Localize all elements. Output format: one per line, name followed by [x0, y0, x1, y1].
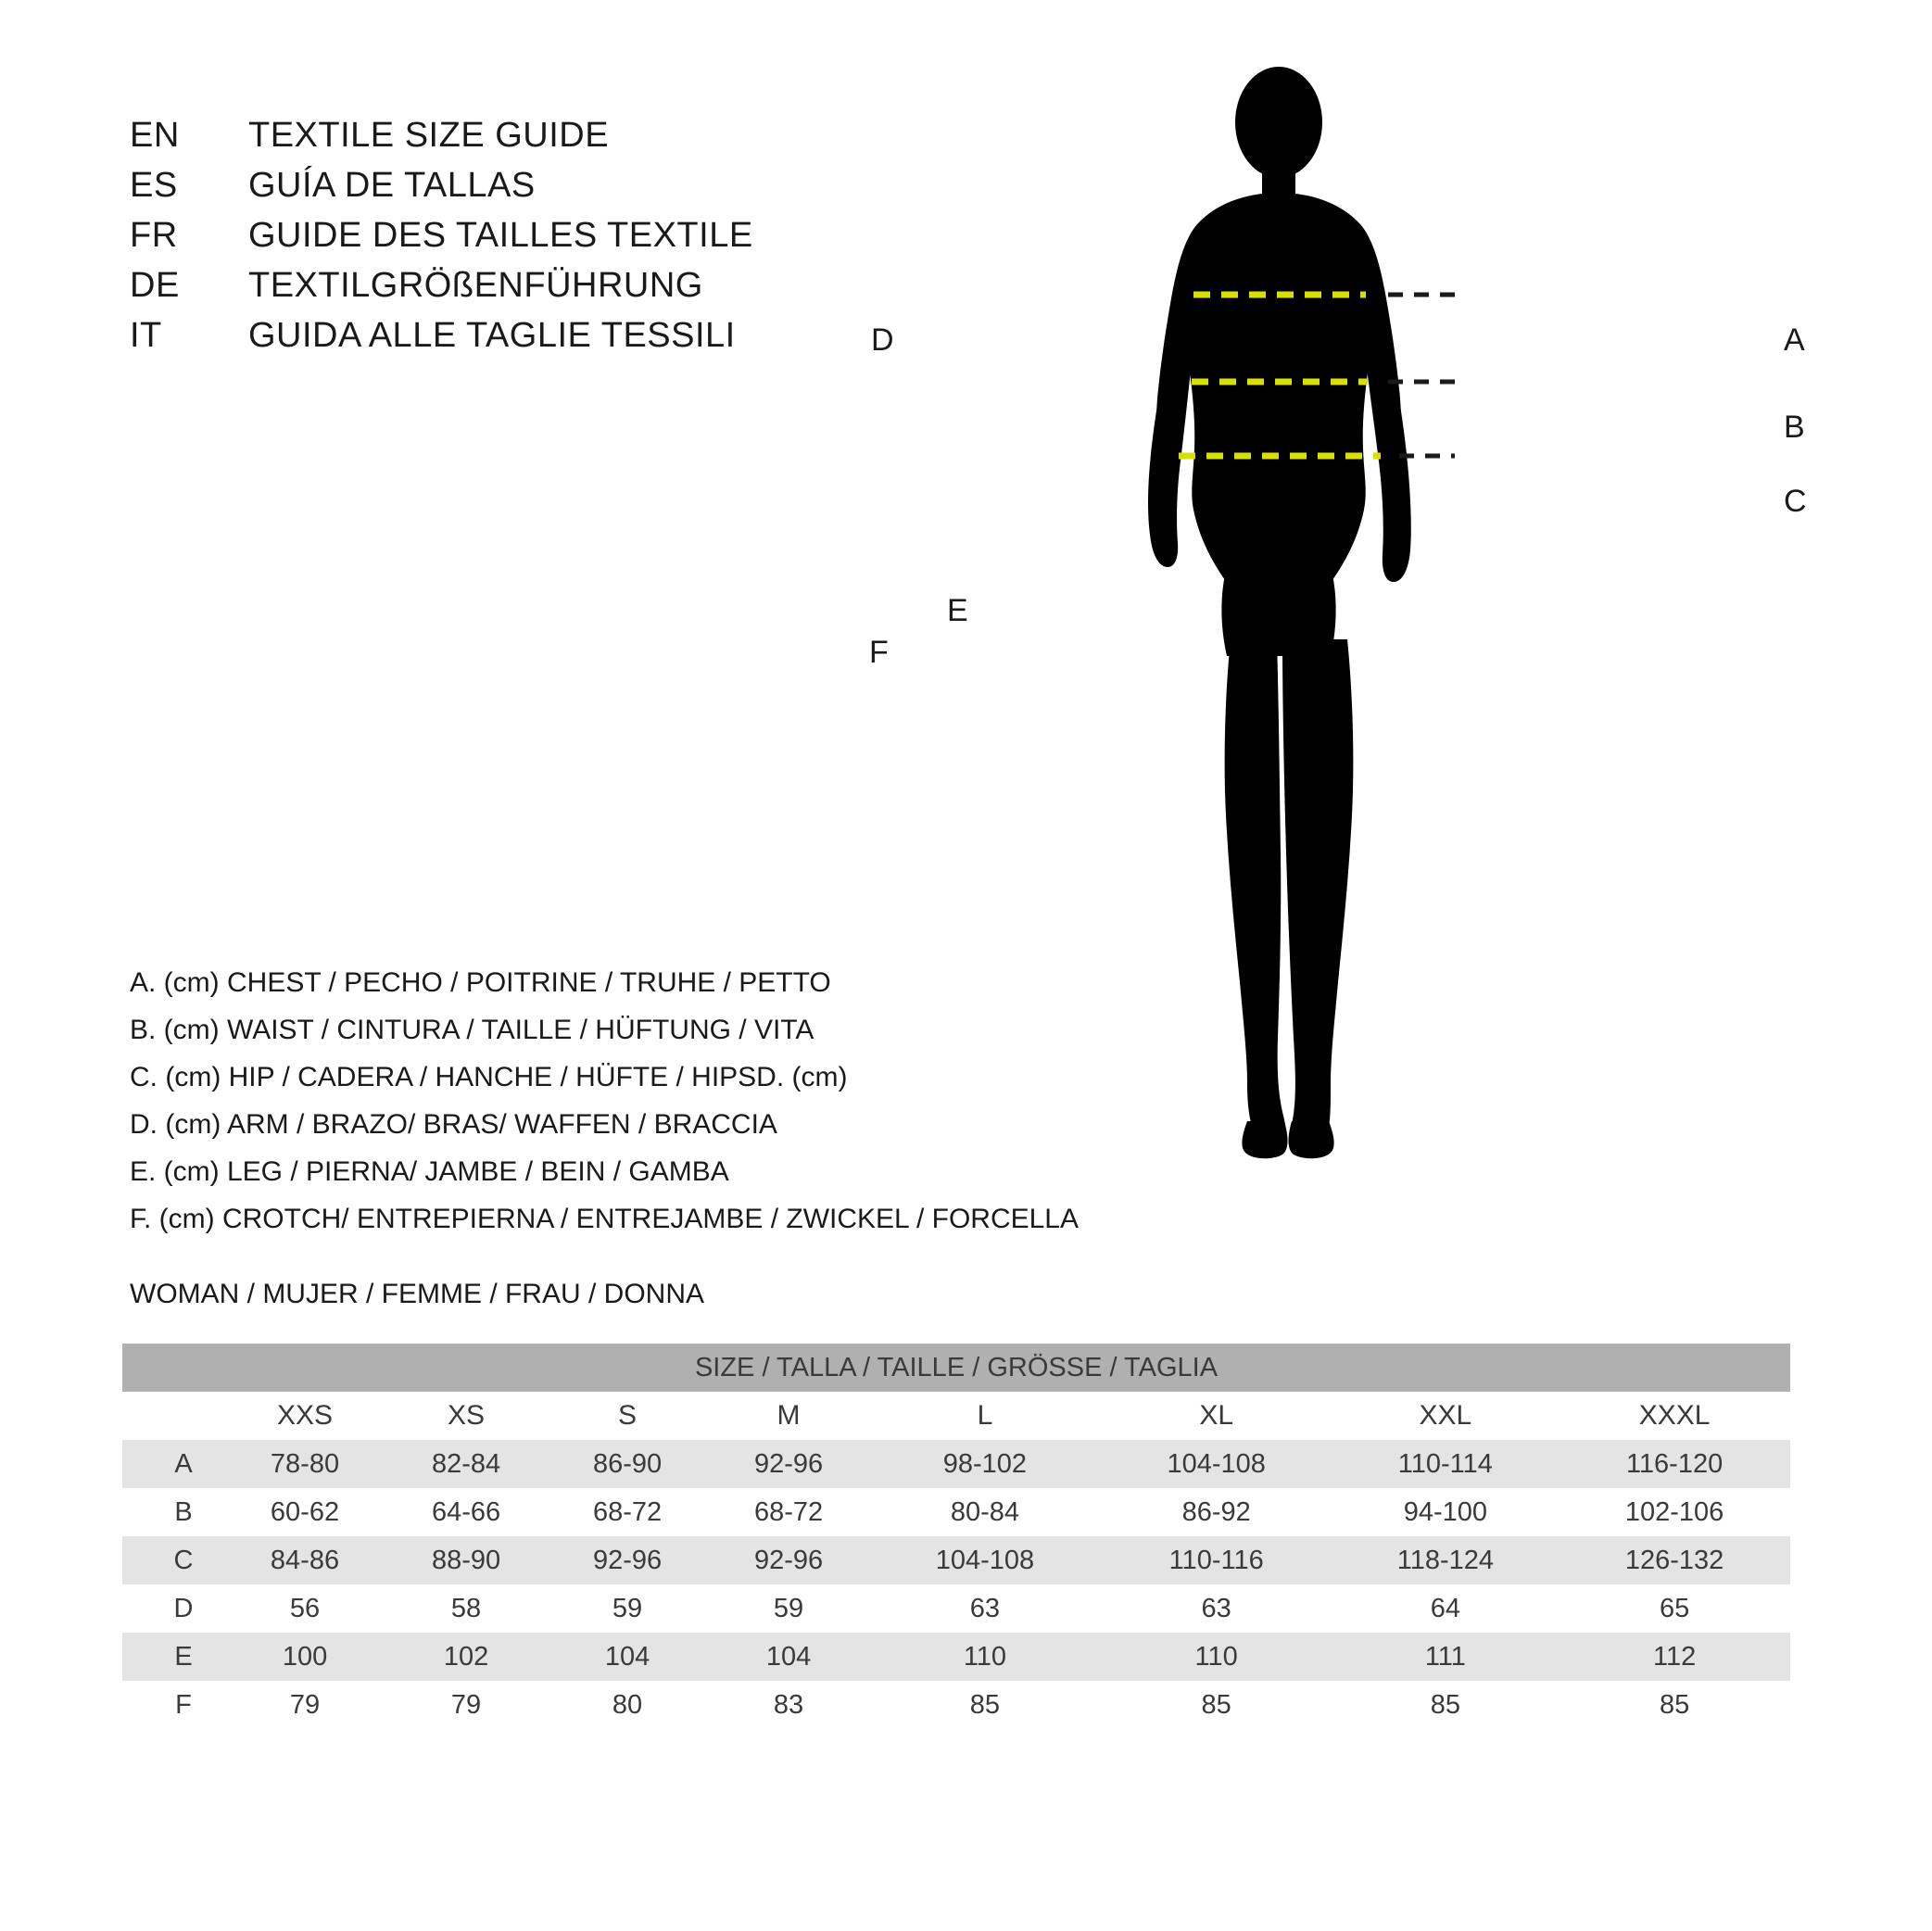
cell-d-l: 63: [869, 1584, 1101, 1633]
cell-d-m: 59: [708, 1584, 869, 1633]
table-header-row: [122, 1344, 1790, 1392]
cell-f-xxl: 85: [1332, 1681, 1559, 1729]
marker-label-a: A: [1784, 322, 1805, 358]
cell-d-xxl: 64: [1332, 1584, 1559, 1633]
size-header-xl: XL: [1101, 1392, 1332, 1440]
table-size-row: [122, 1392, 1790, 1440]
group-title: WOMAN / MUJER / FEMME / FRAU / DONNA: [130, 1279, 704, 1309]
title-row: [130, 166, 890, 216]
cell-e-xxxl: 112: [1559, 1633, 1790, 1681]
row-key-b: B: [122, 1488, 224, 1536]
title-text-fr: GUIDE DES TAILLES TEXTILE: [248, 216, 753, 255]
title-row: [130, 116, 890, 166]
cell-b-xxs: 60-62: [224, 1488, 385, 1536]
cell-f-xl: 85: [1101, 1681, 1332, 1729]
legend-line-c: C. (cm) HIP / CADERA / HANCHE / HÜFTE / HIPSD. (cm): [130, 1062, 848, 1092]
cell-d-xxxl: 65: [1559, 1584, 1790, 1633]
woman-silhouette-icon: [1148, 67, 1411, 1158]
size-header-xs: XS: [385, 1392, 547, 1440]
cell-f-xxxl: 85: [1559, 1681, 1790, 1729]
row-key-d: D: [122, 1584, 224, 1633]
cell-c-s: 92-96: [547, 1536, 708, 1584]
cell-f-l: 85: [869, 1681, 1101, 1729]
marker-label-c: C: [1784, 484, 1807, 519]
cell-b-xxxl: 102-106: [1559, 1488, 1790, 1536]
table-row: [122, 1633, 1790, 1681]
title-lang-es: ES: [130, 166, 178, 205]
row-key-a: A: [122, 1440, 224, 1488]
cell-c-xxxl: 126-132: [1559, 1536, 1790, 1584]
legend-line-b: B. (cm) WAIST / CINTURA / TAILLE / HÜFTUNG / VITA: [130, 1015, 814, 1045]
legend-line-a: A. (cm) CHEST / PECHO / POITRINE / TRUHE / PETTO: [130, 967, 831, 998]
size-table-wrap: [122, 1344, 1790, 1729]
marker-label-d: D: [871, 322, 894, 358]
title-row: [130, 216, 890, 266]
cell-a-xl: 104-108: [1101, 1440, 1332, 1488]
cell-d-xxs: 56: [224, 1584, 385, 1633]
cell-f-xxs: 79: [224, 1681, 385, 1729]
cell-f-m: 83: [708, 1681, 869, 1729]
title-row: [130, 266, 890, 316]
cell-a-xs: 82-84: [385, 1440, 547, 1488]
cell-e-xs: 102: [385, 1633, 547, 1681]
size-header-s: S: [547, 1392, 708, 1440]
title-lang-de: DE: [130, 266, 180, 305]
cell-e-xl: 110: [1101, 1633, 1332, 1681]
cell-c-m: 92-96: [708, 1536, 869, 1584]
cell-a-xxs: 78-80: [224, 1440, 385, 1488]
table-row: [122, 1488, 1790, 1536]
table-row: [122, 1536, 1790, 1584]
cell-d-xl: 63: [1101, 1584, 1332, 1633]
title-block: [130, 116, 890, 366]
cell-e-l: 110: [869, 1633, 1101, 1681]
legend-line-f: F. (cm) CROTCH/ ENTREPIERNA / ENTREJAMBE / ZWICKEL / FORCELLA: [130, 1204, 1079, 1234]
title-row: [130, 316, 890, 366]
legend-line-d: D. (cm) ARM / BRAZO/ BRAS/ WAFFEN / BRACCIA: [130, 1109, 777, 1140]
size-header-l: L: [869, 1392, 1101, 1440]
cell-c-l: 104-108: [869, 1536, 1101, 1584]
cell-d-xs: 58: [385, 1584, 547, 1633]
title-lang-en: EN: [130, 116, 180, 155]
cell-b-xxl: 94-100: [1332, 1488, 1559, 1536]
cell-e-m: 104: [708, 1633, 869, 1681]
cell-a-s: 86-90: [547, 1440, 708, 1488]
table-row: [122, 1681, 1790, 1729]
cell-a-m: 92-96: [708, 1440, 869, 1488]
legend-line-e: E. (cm) LEG / PIERNA/ JAMBE / BEIN / GAMBA: [130, 1156, 729, 1187]
title-text-de: TEXTILGRÖßENFÜHRUNG: [248, 266, 703, 305]
measurement-diagram: [869, 56, 1863, 1214]
cell-b-s: 68-72: [547, 1488, 708, 1536]
size-table: [122, 1344, 1790, 1729]
marker-label-e: E: [947, 593, 968, 628]
row-key-f: F: [122, 1681, 224, 1729]
marker-label-b: B: [1784, 410, 1805, 445]
cell-a-xxxl: 116-120: [1559, 1440, 1790, 1488]
title-lang-fr: FR: [130, 216, 178, 255]
cell-b-m: 68-72: [708, 1488, 869, 1536]
silhouette-svg: [1093, 56, 1863, 1214]
cell-c-xl: 110-116: [1101, 1536, 1332, 1584]
title-text-it: GUIDA ALLE TAGLIE TESSILI: [248, 316, 736, 355]
size-header-xxxl: XXXL: [1559, 1392, 1790, 1440]
size-header-xxl: XXL: [1332, 1392, 1559, 1440]
size-header-xxs: XXS: [224, 1392, 385, 1440]
cell-f-s: 80: [547, 1681, 708, 1729]
cell-c-xxs: 84-86: [224, 1536, 385, 1584]
cell-a-l: 98-102: [869, 1440, 1101, 1488]
size-header-m: M: [708, 1392, 869, 1440]
title-text-es: GUÍA DE TALLAS: [248, 166, 536, 205]
cell-d-s: 59: [547, 1584, 708, 1633]
title-lang-it: IT: [130, 316, 162, 355]
cell-b-xl: 86-92: [1101, 1488, 1332, 1536]
size-row-blank: [122, 1392, 224, 1440]
table-row: [122, 1440, 1790, 1488]
table-row: [122, 1584, 1790, 1633]
cell-c-xs: 88-90: [385, 1536, 547, 1584]
cell-e-s: 104: [547, 1633, 708, 1681]
marker-label-f: F: [869, 635, 889, 670]
row-key-e: E: [122, 1633, 224, 1681]
cell-e-xxl: 111: [1332, 1633, 1559, 1681]
cell-c-xxl: 118-124: [1332, 1536, 1559, 1584]
title-text-en: TEXTILE SIZE GUIDE: [248, 116, 610, 155]
cell-e-xxs: 100: [224, 1633, 385, 1681]
table-header-label: SIZE / TALLA / TAILLE / GRÖSSE / TAGLIA: [122, 1344, 1790, 1392]
cell-a-xxl: 110-114: [1332, 1440, 1559, 1488]
cell-b-l: 80-84: [869, 1488, 1101, 1536]
measurement-legend: [130, 959, 1186, 1243]
cell-b-xs: 64-66: [385, 1488, 547, 1536]
row-key-c: C: [122, 1536, 224, 1584]
cell-f-xs: 79: [385, 1681, 547, 1729]
